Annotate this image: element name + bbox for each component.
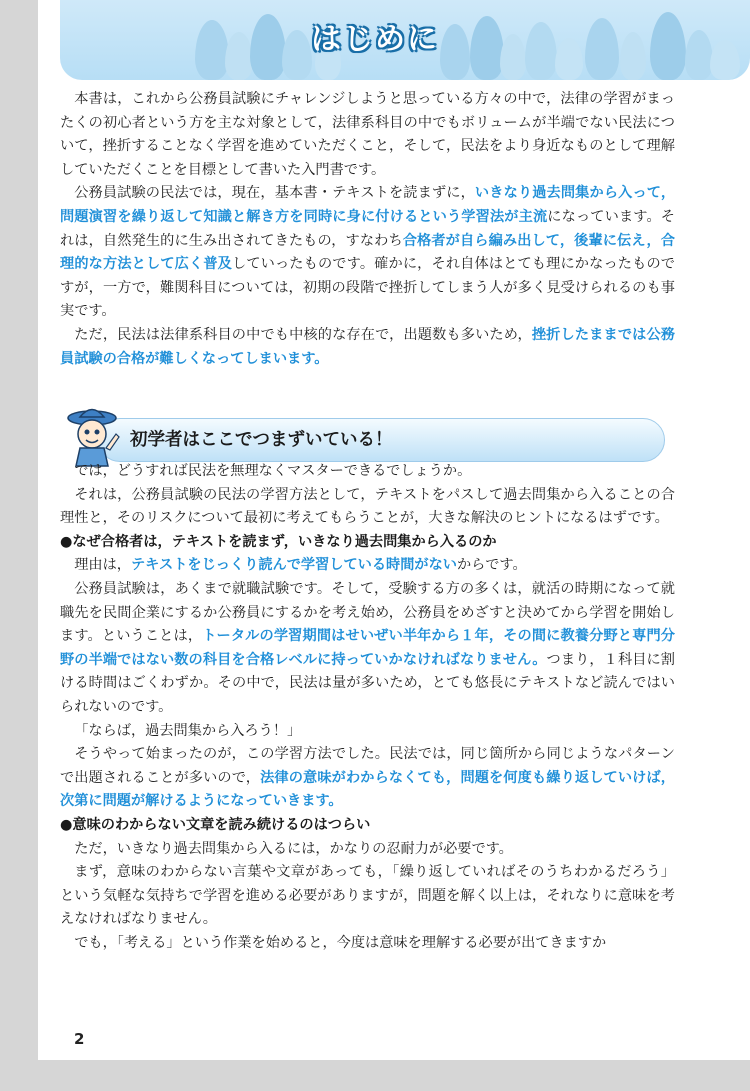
page-edge-bottom xyxy=(0,1060,750,1091)
section-paragraph-3 xyxy=(60,554,675,578)
bullet-heading-1: ●なぜ合格者は，テキストを読まず，いきなり過去問集から入るのか xyxy=(60,533,497,550)
intro-paragraph-2 xyxy=(60,182,675,324)
section-paragraph-7: まず，意味のわからない言葉や文章があっても，「繰り返していればそのうちわかるだろう」という気軽な気持ちで学習を進める必要がありますが，問題を解く以上は，それなりに意味を考えなければなりません。 xyxy=(60,864,675,928)
highlight-text: 挫折したままでは公務員試験の合格が難しくなってしまいます。 xyxy=(60,326,675,367)
quote-line: 「ならば，過去問集から入ろう！」 xyxy=(74,722,302,739)
tree-decoration-icon xyxy=(710,40,740,80)
highlight-text: トータルの学習期間はせいぜい半年から１年，その間に教養分野と専門分野の半端ではない数の科目を合格レベルに持っていかなければなりません。 xyxy=(60,628,675,668)
text-span: 理由は， xyxy=(74,557,131,574)
highlight-text: テキストをじっくり読んで学習している時間がない xyxy=(130,557,457,574)
section-paragraph-8: でも，「考える」という作業を始めると，今度は意味を理解する必要が出てきますか xyxy=(74,934,607,951)
tree-decoration-icon xyxy=(470,16,504,80)
text-span: つまり，１科目に割ける時間はごくわずか。その中で，民法は量が多いため，とても悠長にテキストなど読んではいられないのです。 xyxy=(60,651,675,715)
tree-decoration-icon xyxy=(525,22,557,80)
section-paragraph-4 xyxy=(60,578,675,720)
text-span: になっています。それは，自然発生的に生み出されてきたもの，すなわち xyxy=(60,208,675,249)
intro-paragraph-3 xyxy=(60,324,675,371)
text-span: ただ，民法は法律系科目の中でも中核的な存在で，出題数も多いため， xyxy=(74,326,532,343)
section-paragraph-1: では，どうすれば民法を無理なくマスターできるでしょうか。 xyxy=(74,463,472,479)
intro-paragraph-1: 本書は，これから公務員試験にチャレンジしようと思っている方々の中で，法律の学習がまったくの初心者という方を主な対象として，法律系科目の中でもボリュームが半端でない民法について，挫折することなく学習を進めていただくこと，そして，民法をより身近なものとして理解していただくことを目標として書いた入門書です。 xyxy=(60,91,675,178)
cowboy-mascot-icon xyxy=(58,404,128,468)
section-paragraph-6: ただ，いきなり過去問集から入るには，かなりの忍耐力が必要です。 xyxy=(74,840,513,857)
text-span: 公務員試験は，あくまで就職試験です。そして，受験する方の多くは，就活の時期になって就職先を民間企業にするか公務員にするかを考え始め，公務員をめざすと決めてから学習を開始します。ということは， xyxy=(60,580,675,645)
highlight-text: 法律の意味がわからなくても，問題を何度も繰り返していけば，次第に問題が解けるようになっていきます。 xyxy=(60,769,675,810)
section-paragraph-2: それは，公務員試験の民法の学習方法として，テキストをパスして過去問集から入ることの合理性と，そのリスクについて最初に考えてもらうことが，大きな解決のヒントになるはずです。 xyxy=(60,486,675,527)
tree-decoration-icon xyxy=(225,32,253,80)
tree-decoration-icon xyxy=(685,30,713,80)
bullet-heading-2: ●意味のわからない文章を読み続けるのはつらい xyxy=(60,816,371,833)
section-paragraph-5 xyxy=(60,743,675,814)
tree-decoration-icon xyxy=(500,34,526,80)
tree-decoration-icon xyxy=(585,18,619,80)
tree-decoration-icon xyxy=(620,32,646,80)
tree-decoration-icon xyxy=(650,12,686,80)
section-title: 初学者はここでつまずいている！ xyxy=(130,430,393,450)
tree-decoration-icon xyxy=(195,20,229,80)
tree-decoration-icon xyxy=(250,14,286,80)
text-span: からです。 xyxy=(456,557,527,574)
text-span: 公務員試験の民法では，現在，基本書・テキストを読まずに， xyxy=(74,185,475,202)
page-number: 2 xyxy=(74,1030,85,1048)
intro-text xyxy=(60,88,675,371)
page-title: はじめに xyxy=(311,22,439,57)
section-text xyxy=(60,460,675,955)
tree-decoration-icon xyxy=(555,38,583,80)
text-span: していったものです。確かに，それ自体はとても理にかなったものですが，一方で，難関科目については，初期の段階で挫折してしまう人が多く見受けられるのも事実です。 xyxy=(60,256,675,320)
highlight-text: いきなり過去問集から入って，問題演習を繰り返して知識と解き方を同時に身に付けるという学習法が主流 xyxy=(60,185,676,225)
section-banner xyxy=(58,404,668,464)
text-span: そうやって始まったのが，この学習方法でした。民法では，同じ箇所から同じようなパターンで出題されることが多いので， xyxy=(60,746,675,786)
highlight-text: 合格者が自ら編み出して，後輩に伝え，合理的な方法として広く普及 xyxy=(60,232,675,273)
page-edge-left xyxy=(0,0,38,1091)
